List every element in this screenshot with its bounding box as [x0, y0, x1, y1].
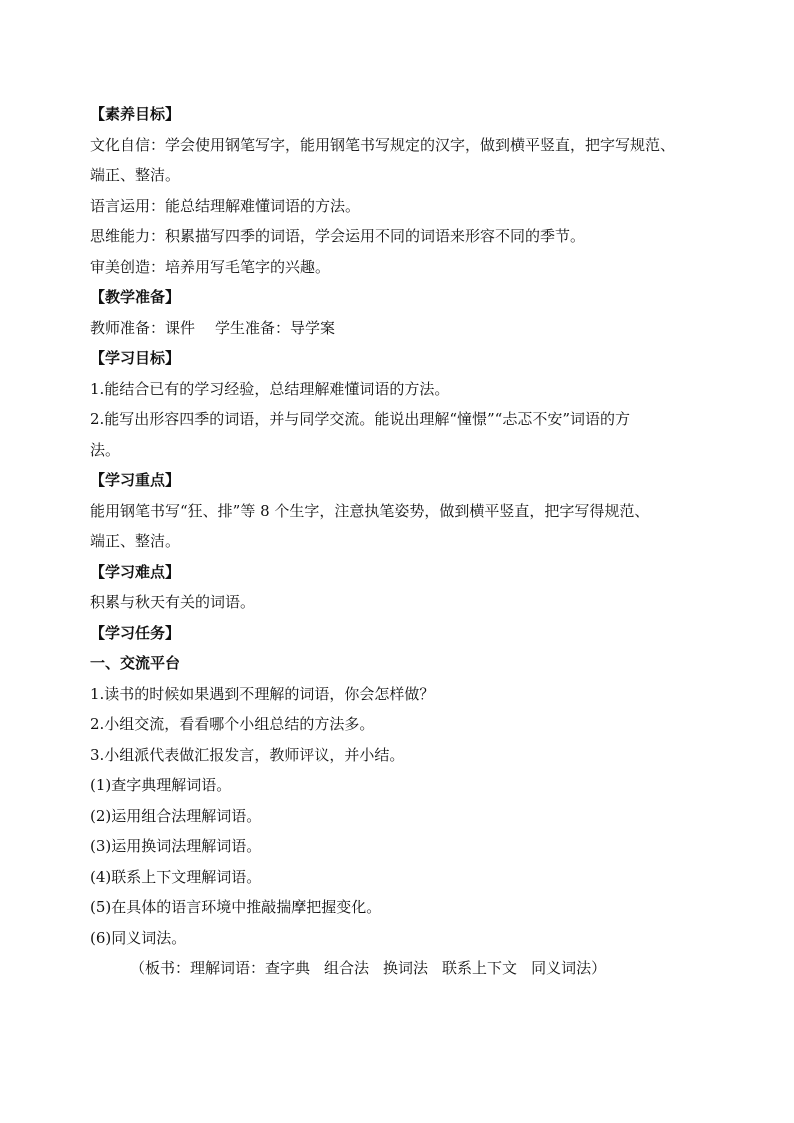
list-item: (4)联系上下文理解词语。 [90, 867, 262, 886]
paragraph-line: 2.能写出形容四季的词语，并与同学交流。能说出理解“憧憬”“忐忑不安”词语的方 [90, 410, 630, 428]
paragraph-line: 积累与秋天有关的词语。 [90, 593, 256, 611]
blackboard-note [90, 953, 730, 984]
list-item: (1)查字典理解词语。 [90, 776, 232, 794]
list-item: (5)在具体的语言环境中推敲揣摩把握变化。 [90, 898, 382, 916]
list-item: 1.读书的时候如果遇到不理解的词语，你会怎样做？ [90, 684, 435, 703]
teacher-prep: 教师准备：课件 [90, 318, 196, 337]
section-heading-learning-goals: 【学习目标】 [90, 349, 181, 367]
section-heading-difficulties: 【学习难点】 [90, 562, 181, 581]
paragraph-line: 端正、整洁。 [90, 166, 181, 184]
list-item: 3.小组派代表做汇报发言，教师评议，并小结。 [90, 745, 405, 764]
board-method: 联系上下文 [442, 959, 518, 977]
subsection-heading-exchange-platform: 一、交流平台 [90, 654, 181, 672]
list-item: 2.小组交流，看看哪个小组总结的方法多。 [90, 715, 375, 733]
paragraph-line: 1.能结合已有的学习经验，总结理解难懂词语的方法。 [90, 379, 450, 398]
board-method: 同义词法 [531, 959, 592, 977]
prep-line [90, 313, 730, 344]
list-item: (3)运用换词法理解词语。 [90, 837, 262, 855]
paragraph-line: 审美创造：培养用写毛笔字的兴趣。 [90, 257, 331, 276]
board-suffix: ） [591, 959, 607, 977]
list-item: (2)运用组合法理解词语。 [90, 806, 262, 825]
section-heading-key-points: 【学习重点】 [90, 471, 181, 489]
student-prep: 学生准备：导学案 [215, 318, 336, 337]
paragraph-line: 文化自信：学会使用钢笔写字，能用钢笔书写规定的汉字，做到横平竖直，把字写规范、 [90, 135, 676, 154]
paragraph-line: 端正、整洁。 [90, 532, 181, 550]
board-prefix: （板书：理解词语：查字典 [130, 959, 311, 977]
list-item: (6)同义词法。 [90, 928, 187, 947]
section-heading-learning-tasks: 【学习任务】 [90, 623, 181, 642]
paragraph-line: 能用钢笔书写“狂、排”等 8 个生字，注意执笔姿势，做到横平竖直，把字写得规范、 [90, 501, 650, 520]
section-heading-teaching-prep: 【教学准备】 [90, 288, 181, 306]
section-heading-literacy-goals: 【素养目标】 [90, 105, 181, 123]
board-method: 组合法 [324, 959, 370, 977]
paragraph-line: 法。 [90, 440, 121, 459]
document-page [90, 99, 730, 984]
paragraph-line: 思维能力：积累描写四季的词语，学会运用不同的词语来形容不同的季节。 [90, 227, 586, 245]
board-method: 换词法 [383, 959, 429, 977]
paragraph-line: 语言运用：能总结理解难懂词语的方法。 [90, 196, 361, 215]
